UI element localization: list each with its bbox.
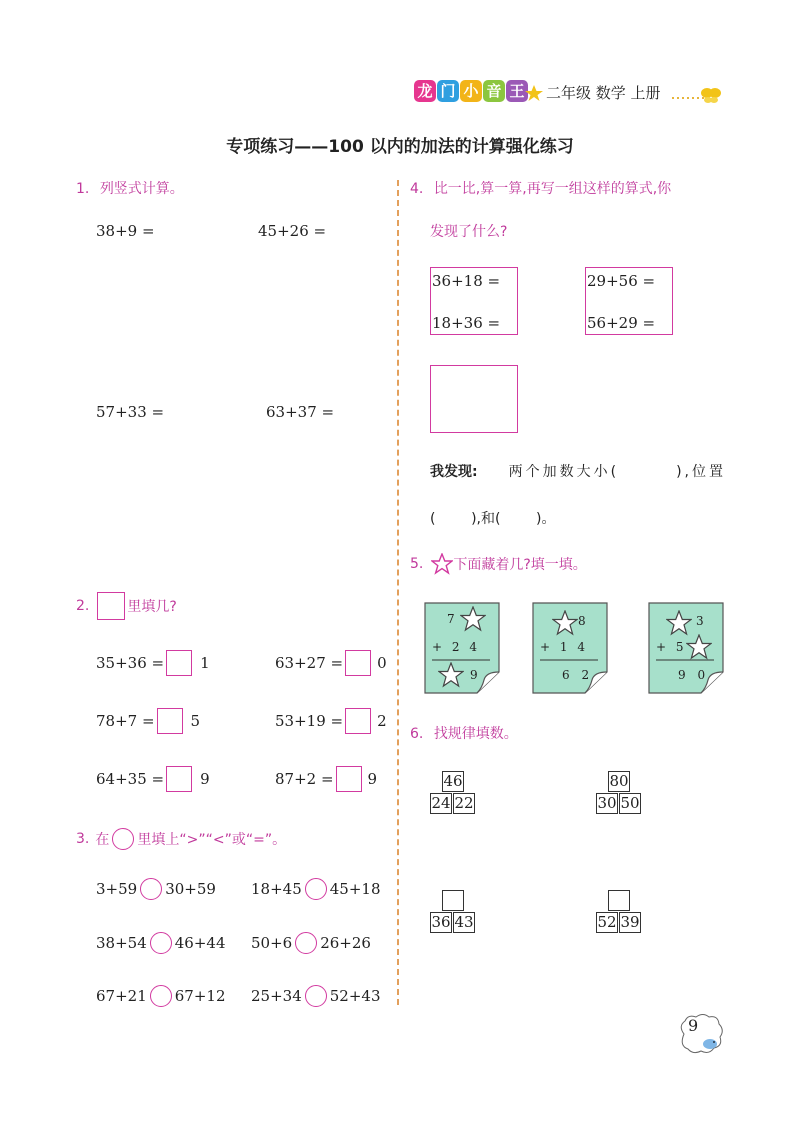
q2-row [96,650,210,676]
q6-text: 找规律填数。 [433,726,518,742]
q4-text-line1: 比一比,算一算,再写一组这样的算式,你 [433,181,672,197]
pyramid-left: 52 [597,913,617,931]
q3-row [96,932,226,954]
number-pyramid [430,890,476,936]
hidden-star-icon[interactable] [686,634,712,660]
q3-right: 45+18 [329,880,381,898]
q2-right: 9 [367,770,378,788]
q2-heading [76,592,177,620]
q2-right: 5 [190,712,201,730]
q6-number: 6. [410,726,424,742]
q3-number: 3. [76,831,90,847]
q3-left: 25+34 [251,987,302,1005]
answer-box[interactable] [166,766,192,792]
q2-right: 1 [200,654,210,672]
series-logo [414,80,529,104]
card-bottom-row: 6 2 [562,668,594,682]
q3-right: 46+44 [174,934,226,952]
q3-row [251,878,381,900]
card-mid-row: + 1 4 [540,640,588,654]
logo-char: 小 [460,80,482,102]
page-number: 9 [688,1016,699,1035]
q4-expr: 36+18 = [432,272,501,290]
discover-text-b: ),位置 [676,464,726,480]
pyramid-top: 80 [609,772,629,790]
puzzle-card [532,602,608,694]
q1-heading [76,178,184,198]
q4-number: 4. [410,181,424,197]
q3-left: 38+54 [96,934,147,952]
hidden-star-icon[interactable] [438,662,464,688]
card-top-digit: 3 [696,614,704,628]
pyramid-right: 50 [620,794,640,812]
hidden-star-icon[interactable] [552,610,578,636]
q3-heading [76,828,286,850]
pyramid-left: 36 [431,913,451,931]
q4-heading [410,178,671,198]
logo-char: 龙 [414,80,436,102]
star-decoration-icon [524,84,544,102]
q3-row [96,878,216,900]
pyramid-right: 39 [620,913,640,931]
answer-box[interactable] [345,650,371,676]
answer-circle[interactable] [305,878,327,900]
q3-right: 26+26 [320,934,371,952]
q6-heading [410,723,518,743]
q2-row [275,766,377,792]
q4-expr: 56+29 = [587,314,656,332]
q2-row [275,708,387,734]
pyramid-top: 46 [443,772,463,790]
answer-box[interactable] [166,650,192,676]
pyramid-left: 30 [597,794,617,812]
answer-circle[interactable] [150,932,172,954]
q3-text-after: 里填上“>”“<”或“=”。 [137,832,287,848]
puzzle-card [424,602,500,694]
answer-circle[interactable] [305,985,327,1007]
answer-circle-sample [112,828,134,850]
card-bottom-row: 9 0 [678,668,710,682]
answer-circle[interactable] [140,878,162,900]
answer-circle[interactable] [150,985,172,1007]
pyramid-top-blank[interactable] [608,890,630,911]
q2-right: 9 [200,770,210,788]
hidden-star-icon[interactable] [666,610,692,636]
q2-left: 87+2 = [275,770,334,788]
card-mid-row: + 2 4 [432,640,480,654]
q2-number: 2. [76,598,90,614]
q1-number: 1. [76,181,90,197]
q4-answer-box[interactable] [430,365,518,433]
q3-text-before: 在 [95,832,110,848]
q2-row [96,708,200,734]
q2-row [96,766,210,792]
number-pyramid [596,890,642,936]
logo-char: 王 [506,80,528,102]
q4-expr: 18+36 = [432,314,501,332]
card-mid-row: + 5 [656,640,687,654]
card-bottom-row: 9 [470,668,478,682]
hidden-star-icon[interactable] [460,606,486,632]
pyramid-left: 24 [431,794,451,812]
q2-right: 2 [377,712,387,730]
q4-box [585,267,673,335]
q3-right: 30+59 [165,880,216,898]
q5-number: 5. [410,556,424,572]
q2-left: 35+36 = [96,654,165,672]
logo-char: 音 [483,80,505,102]
q2-left: 64+35 = [96,770,165,788]
page-title: 专项练习——100 以内的加法的计算强化练习 [226,137,574,157]
q4-text-line2: 发现了什么? [430,224,508,240]
card-top-digit: 7 [447,612,455,626]
discover-text-a: 两个加数大小( [508,464,620,480]
q3-left: 18+45 [251,880,302,898]
q1-item: 38+9 = [96,222,155,240]
number-pyramid [430,771,476,817]
q1-item: 45+26 = [258,222,327,240]
answer-box[interactable] [157,708,183,734]
answer-box-sample [97,592,125,620]
q5-text: 下面藏着几?填一填。 [453,557,587,573]
pyramid-top-blank[interactable] [442,890,464,911]
column-divider [397,180,399,1005]
q1-text: 列竖式计算。 [99,181,184,197]
q2-left: 63+27 = [275,654,344,672]
q3-row [96,985,226,1007]
logo-char: 门 [437,80,459,102]
q3-right: 52+43 [329,987,381,1005]
q3-left: 3+59 [96,880,138,898]
answer-box[interactable] [345,708,371,734]
answer-circle[interactable] [295,932,317,954]
q3-left: 50+6 [251,934,293,952]
butterfly-icon [700,84,722,106]
q2-row [275,650,387,676]
answer-box[interactable] [336,766,362,792]
page-number-badge-icon [676,1012,726,1056]
number-pyramid [596,771,642,817]
q2-right: 0 [377,654,387,672]
q4-box [430,267,518,335]
q4-discover-line2: ( ),和( )。 [430,511,556,527]
card-top-digit: 8 [578,614,586,628]
puzzle-card [648,602,724,694]
q3-row [251,932,371,954]
grade-label: 二年级 数学 上册 [546,84,661,102]
q5-heading [410,553,587,575]
q4-discover-line1 [430,461,726,481]
pyramid-right: 43 [454,913,474,931]
q2-left: 78+7 = [96,712,155,730]
q1-item: 57+33 = [96,403,165,421]
q1-item: 63+37 = [266,403,335,421]
q3-row [251,985,381,1007]
discover-label: 我发现: [430,464,478,480]
q2-text: 里填几? [127,599,177,615]
star-outline-icon [431,553,453,575]
q4-expr: 29+56 = [587,272,656,290]
pyramid-right: 22 [454,794,474,812]
q3-left: 67+21 [96,987,147,1005]
q2-left: 53+19 = [275,712,344,730]
q3-right: 67+12 [174,987,226,1005]
